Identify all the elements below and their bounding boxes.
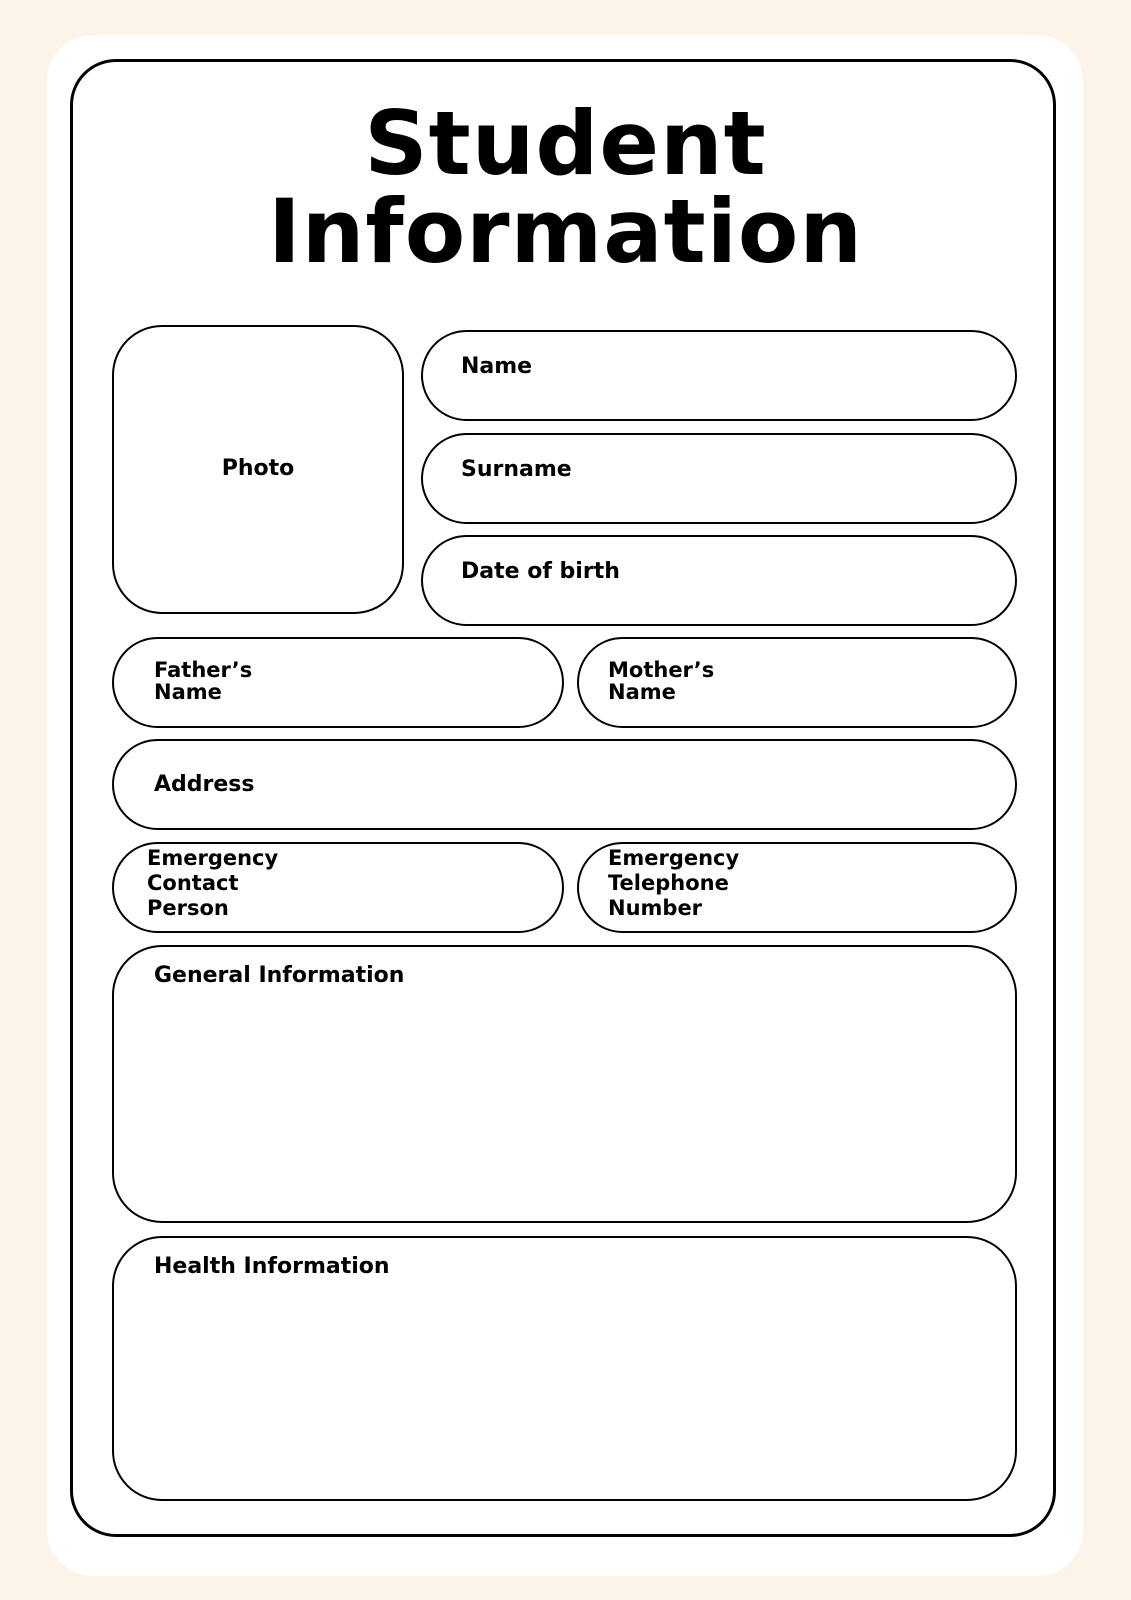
mothers-name-line-2: Name — [608, 680, 676, 704]
date-of-birth-field[interactable] — [421, 535, 1017, 626]
emergency-phone-line-2: Telephone — [608, 871, 729, 895]
health-information-box[interactable] — [112, 1236, 1017, 1501]
photo-label: Photo — [221, 456, 295, 481]
title-line-1: Student — [364, 92, 767, 195]
date-of-birth-label: Date of birth — [461, 559, 620, 584]
emergency-contact-label — [147, 846, 278, 921]
name-field[interactable] — [421, 330, 1017, 421]
emergency-contact-line-3: Person — [147, 896, 229, 920]
general-information-label: General Information — [154, 963, 405, 988]
emergency-phone-label — [608, 846, 739, 921]
surname-field[interactable] — [421, 433, 1017, 524]
address-label: Address — [154, 772, 255, 797]
fathers-name-label — [154, 659, 252, 703]
health-information-label: Health Information — [154, 1254, 390, 1279]
surname-label: Surname — [461, 457, 572, 482]
general-information-box[interactable] — [112, 945, 1017, 1223]
fathers-name-line-1: Father’s — [154, 658, 253, 682]
emergency-phone-field[interactable] — [577, 842, 1017, 933]
emergency-contact-line-1: Emergency — [147, 846, 279, 870]
emergency-phone-line-3: Number — [608, 896, 703, 920]
emergency-contact-field[interactable] — [112, 842, 564, 933]
name-label: Name — [461, 354, 533, 379]
address-field[interactable] — [112, 739, 1017, 830]
fathers-name-line-2: Name — [154, 680, 222, 704]
mothers-name-line-1: Mother’s — [608, 658, 715, 682]
mothers-name-field[interactable] — [577, 637, 1017, 728]
mothers-name-label — [608, 659, 714, 703]
title-line-2: Information — [268, 180, 863, 283]
emergency-contact-line-2: Contact — [147, 871, 239, 895]
photo-box[interactable] — [112, 325, 404, 614]
fathers-name-field[interactable] — [112, 637, 564, 728]
emergency-phone-line-1: Emergency — [608, 846, 740, 870]
page-title — [0, 92, 1131, 283]
